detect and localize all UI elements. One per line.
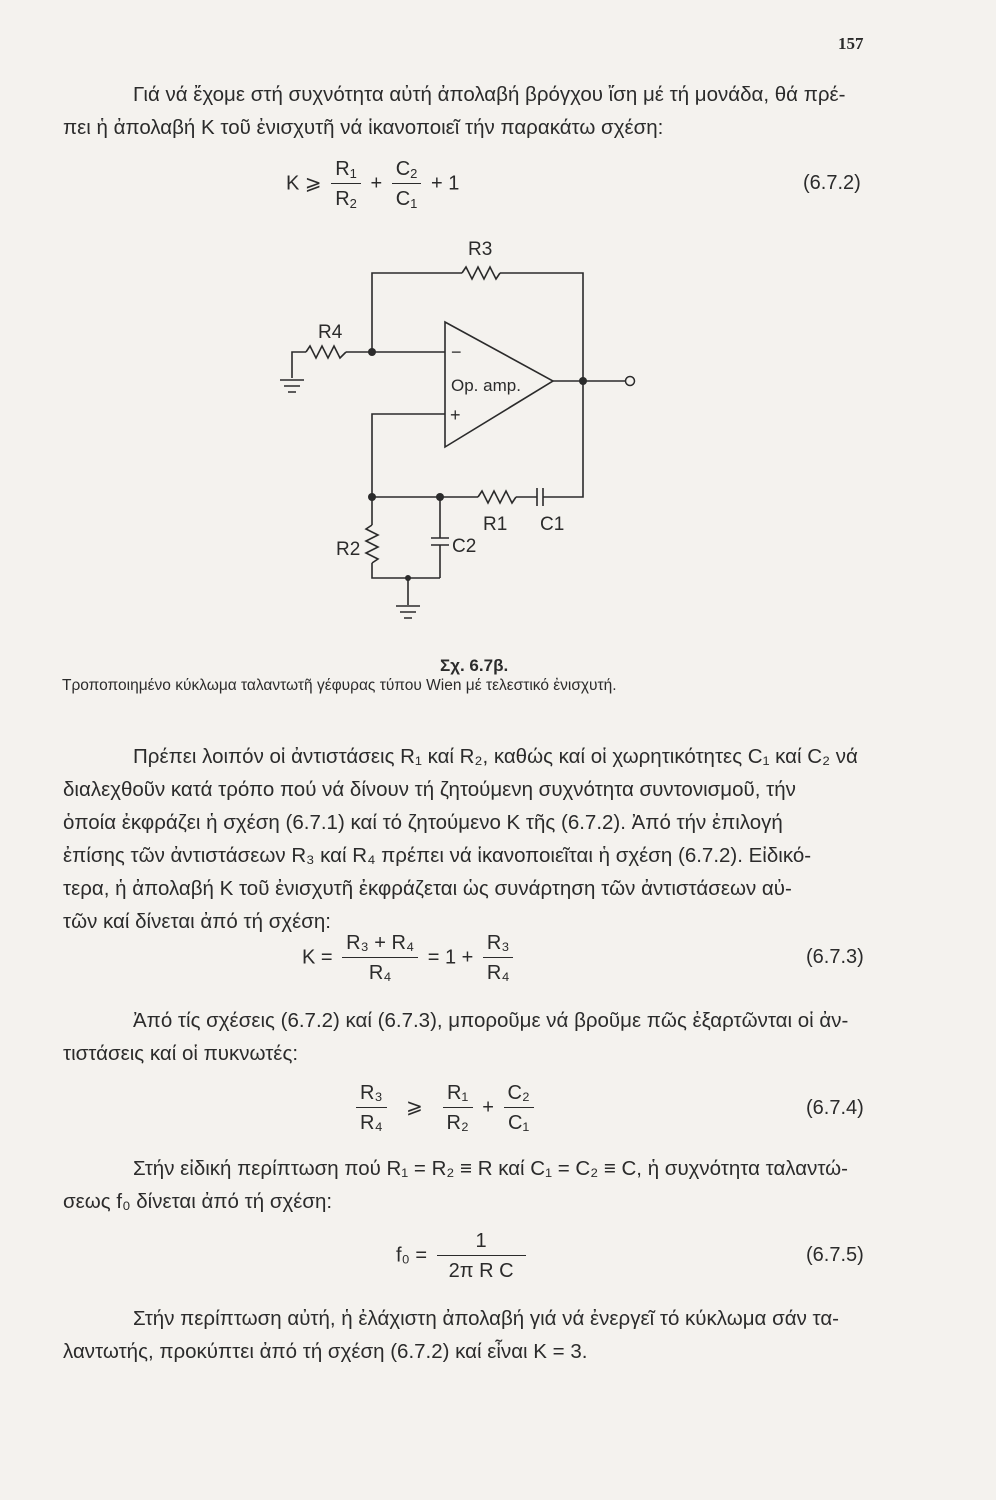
label-opamp: Op. amp. xyxy=(451,376,521,395)
eq-674-frac-3: $\frac{\text{C₂}}{\text{C₁}}$ xyxy=(504,1082,534,1134)
paragraph-5 xyxy=(63,1302,878,1368)
capacitor-c2 xyxy=(431,538,449,545)
paragraph-4 xyxy=(63,1152,878,1218)
output-terminal xyxy=(626,377,635,386)
equation-6-7-5 xyxy=(396,1230,530,1282)
node-bridge-mid xyxy=(436,493,444,501)
noninverting-input-wire xyxy=(372,414,445,497)
wien-bridge-circuit-diagram xyxy=(0,0,996,660)
figure-label: Σχ. 6.7β. xyxy=(440,656,509,675)
para3-line-1: Ἀπό τίς σχέσεις (6.7.2) καί (6.7.3), μποροῦμε νά βροῦμε πῶς ἐξαρτῶνται οἱ ἀν- xyxy=(133,1009,849,1032)
paragraph-3 xyxy=(63,1004,878,1070)
node-ground xyxy=(405,575,411,581)
para5-line-1: Στήν περίπτωση αὐτή, ἡ ἐλάχιστη ἀπολαβή γιά νά ἐνεργεῖ τό κύκλωμα σάν τα- xyxy=(133,1307,839,1330)
eq-675-frac: $\frac{1}{\text{2π R C}}$ xyxy=(437,1230,526,1282)
node-bridge-left xyxy=(368,493,376,501)
equation-6-7-4 xyxy=(352,1082,538,1134)
label-c1: C1 xyxy=(540,514,565,535)
para3-line-2: τιστάσεις καί οἱ πυκνωτές: xyxy=(63,1042,299,1065)
eq-673-frac-2: $\frac{\text{R₃}}{\text{R₄}}$ xyxy=(483,932,514,984)
label-r2: R2 xyxy=(336,539,361,560)
c1-to-output-wire xyxy=(543,381,583,497)
resistor-r1 xyxy=(478,491,516,503)
intro-line-1: Γιά νά ἔχομε στή συχνότητα αὐτή ἀπολαβή βρόγχου ἴση μέ τή μονάδα, θά πρέ- xyxy=(133,83,846,106)
para2-line-2: διαλεχθοῦν κατά τρόπο πού νά δίνουν τή ζητούμενη συχνότητα συντονισμοῦ, τήν xyxy=(63,778,796,801)
label-r4: R4 xyxy=(318,322,343,343)
eq-674-number: (6.7.4) xyxy=(806,1097,864,1119)
resistor-r4 xyxy=(306,346,346,358)
r4-wire-left xyxy=(292,352,306,378)
node-output xyxy=(579,377,587,385)
eq-675-number: (6.7.5) xyxy=(806,1244,864,1266)
page-number: 157 xyxy=(838,34,864,53)
equation-6-7-3 xyxy=(302,932,517,984)
para4-line-2: σεως f₀ δίνεται ἀπό τή σχέση: xyxy=(63,1190,333,1213)
para2-line-3: ὁποία ἐκφράζει ἡ σχέση (6.7.1) καί τό ζητούμενο Κ τῆς (6.7.2). Ἀπό τήν ἐπιλογή xyxy=(63,811,783,834)
para4-line-1: Στήν εἰδική περίπτωση πού R₁ = R₂ ≡ R καί C₁ = C₂ ≡ C, ἡ συχνότητα ταλαντώ- xyxy=(133,1157,848,1180)
eq-672-tail: + 1 xyxy=(430,172,460,195)
eq-672-plus: + xyxy=(370,172,383,195)
r2-wire-bottom xyxy=(372,563,440,578)
eq-672-number: (6.7.2) xyxy=(803,172,861,194)
capacitor-c1 xyxy=(537,488,543,506)
feedback-wire-right xyxy=(500,273,583,381)
eq-675-lhs: f₀ = xyxy=(396,1244,428,1267)
eq-674-rel: ⩾ xyxy=(406,1096,423,1119)
eq-672-lhs: K ⩾ xyxy=(286,172,322,195)
para2-line-4: ἐπίσης τῶν ἀντιστάσεων R₃ καί R₄ πρέπει νά ἱκανοποιεῖται ἡ σχέση (6.7.2). Εἰδικό- xyxy=(63,844,812,867)
eq-673-number: (6.7.3) xyxy=(806,946,864,968)
para2-line-1: Πρέπει λοιπόν οἱ ἀντιστάσεις R₁ καί R₂, καθώς καί οἱ χωρητικότητες C₁ καί C₂ νά xyxy=(133,745,858,768)
eq-674-frac-1: $\frac{\text{R₃}}{\text{R₄}}$ xyxy=(356,1082,387,1134)
eq-674-plus: + xyxy=(482,1096,494,1119)
para2-line-6: τῶν καί δίνεται ἀπό τή σχέση: xyxy=(63,910,332,933)
resistor-r3 xyxy=(462,267,500,279)
eq-673-mid: = 1 + xyxy=(427,946,474,969)
para2-line-5: τερα, ἡ ἀπολαβή Κ τοῦ ἐνισχυτῆ ἐκφράζεται ὡς συνάρτηση τῶν ἀντιστάσεων αὐ- xyxy=(63,877,792,900)
label-minus: − xyxy=(451,342,462,362)
para5-line-2: λαντωτής, προκύπτει ἀπό τή σχέση (6.7.2) καί εἶναι Κ = 3. xyxy=(63,1340,588,1363)
eq-673-frac-1: $\frac{\text{R₃ + R₄}}{\text{R₄}}$ xyxy=(342,932,418,984)
ground-symbol-2 xyxy=(396,606,420,618)
label-plus: + xyxy=(450,405,461,425)
feedback-wire-left xyxy=(372,273,462,352)
eq-673-lhs: K = xyxy=(302,946,333,969)
eq-672-frac-c: $\frac{C_2}{C_1}$ xyxy=(392,158,422,210)
eq-672-frac-r: $\frac{R_1}{R_2}$ xyxy=(331,158,361,210)
eq-674-frac-2: $\frac{\text{R₁}}{\text{R₂}}$ xyxy=(443,1082,473,1134)
ground-symbol-1 xyxy=(280,380,304,392)
label-c2: C2 xyxy=(452,536,477,557)
figure-caption: Τροποποιημένο κύκλωμα ταλαντωτῆ γέφυρας τύπου Wien μέ τελεστικό ἐνισχυτή. xyxy=(62,677,617,694)
node-inverting xyxy=(368,348,376,356)
paragraph-2 xyxy=(63,740,878,938)
intro-line-2: πει ἡ ἀπολαβή Κ τοῦ ἐνισχυτῆ νά ἱκανοποιεῖ τήν παρακάτω σχέση: xyxy=(63,116,664,139)
resistor-r2 xyxy=(366,525,378,563)
label-r1: R1 xyxy=(483,514,508,535)
label-r3: R3 xyxy=(468,239,493,260)
